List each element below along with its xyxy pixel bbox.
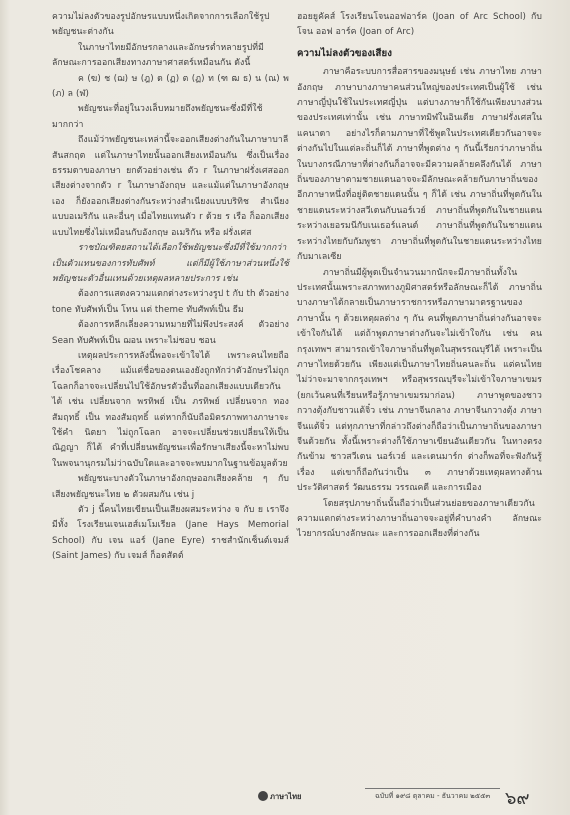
- left-column: [52, 10, 289, 565]
- paragraph: ต้องการหลีกเลี่ยงความหมายที่ไม่พึงประสงค์ ตัวอย่าง Sean ทับศัพท์เป็น ฌอน เพราะไม่ชอบ ชอน: [52, 320, 289, 346]
- globe-icon: [258, 791, 268, 801]
- right-column: [297, 10, 542, 543]
- paragraph: ในภาษาไทยมีอักษรกลางและอักษรต่ำหลายรูปที่มีลักษณะการออกเสียงทางภาษาศาสตร์เหมือนกัน ดังนี้: [52, 42, 264, 69]
- paragraph: โดยสรุปภาษาถิ่นนั้นถือว่าเป็นส่วนย่อยของภาษาเดียวกัน ความแตกต่างระหว่างภาษาถิ่นอาจจะอยู่ที่คำบางคำ ลักษณะไวยากรณ์บางลักษณะ และการออกเสียงที่ต่างกัน: [297, 498, 542, 540]
- paragraph: พยัญชนะที่อยู่ในวงเล็บหมายถึงพยัญชนะซึ่งมีที่ใช้มากกว่า: [52, 104, 263, 130]
- paragraph: ราชบัณฑิตยสถานได้เลือกใช้พยัญชนะซึ่งมีที่ใช้มากกว่าเป็นตัวแทนของการทับศัพท์ แต่ก็มีผู้ใช้ภาษาส่วนหนึ่งใช้พยัญชนะตัวอื่นแทนด้วยเหตุผลหลายประการ เช่น: [52, 243, 289, 284]
- paragraph: ภาษาคือระบบการสื่อสารของมนุษย์ เช่น ภาษาไทย ภาษาอังกฤษ ภาษาบางภาษาคนส่วนใหญ่ของประเทศเป็นผู้ใช้ เช่น ภาษาญี่ปุ่นใช้ในประเทศญี่ปุ่น แต่บางภาษาก็ใช้กันเพียงบางส่วนของประเทศเท่านั้น เช่น ภาษาทมิฬในอินเดีย ภาษาฝรั่งเศสในแคนาดา อย่างไรก็ตามภาษาที่ใช้พูดในประเทศเดียวกันอาจจะต่างกันไปในแต่ละถิ่นก็ได้ ภาษาที่พูดต่าง ๆ กันนี้เรียกว่าภาษาถิ่นในบางกรณีภาษาที่ต่างกันก็อาจจะมีความคล้ายคลึงกันได้ ภาษาถิ่นของภาษาตามชายแดนอาจจะมีลักษณะคล้ายกับภาษาถิ่นของอีกภาษาหนึ่งที่อยู่ติดชายแดนนั้น ๆ ก็ได้ เช่น ภาษาถิ่นที่พูดกันในชายแดนระหว่างสวีเดนกับนอร์เวย์ ภาษาถิ่นที่พูดกันในชายแดนระหว่างเยอรมนีกับเนเธอร์แลนด์ ภาษาถิ่นที่พูดกันในชายแดนระหว่างไทยกับกัมพูชา ภาษาถิ่นที่พูดกันในชายแดนระหว่างไทยกับมาเลเซีย: [297, 67, 542, 263]
- footer-divider: [365, 788, 500, 789]
- paragraph: พยัญชนะบางตัวในภาษาอังกฤษออกเสียงคล้าย ๆ กับเสียงพยัญชนะไทย ๒ ตัวผสมกัน เช่น j: [52, 474, 289, 500]
- page-footer: [0, 779, 570, 815]
- paragraph: ตัว j นี้คนไทยเขียนเป็นเสียงผสมระหว่าง จ กับ ย เราจึงมีทั้ง โรงเรียนเจนเฮส์เมโมเรียล (Jane Hays Memorial School) กับ เจน แอร์ (Jane Eyre) ราชสำนักเซ็นต์เจมส์ (Saint James) กับ เจมส์ ก็อตสัตต์: [52, 505, 289, 562]
- paragraph: ภาษาถิ่นมีผู้พูดเป็นจำนวนมากนักจะมีภาษาถิ่นทั้งในประเทศนั้นเพราะสภาพทางภูมิศาสตร์หรือลักษณะก็ได้ ภาษาถิ่นบางภาษาได้กลายเป็นภาษาราชการหรือภาษามาตรฐานของภาษานั้น ๆ ด้วยเหตุผลต่าง ๆ กัน คนที่พูดภาษาถิ่นต่างกันอาจจะเข้าใจกันได้ แต่ถ้าพูดภาษาต่างกันจะไม่เข้าใจกัน เช่น คนกรุงเทพฯ สามารถเข้าใจภาษาถิ่นที่พูดในสุพรรณบุรีได้ เพราะเป็นภาษาไทยด้วยกัน เพียงแต่เป็นภาษาไทยถิ่นคนละถิ่น แต่คนไทยไม่ว่าจะมาจากกรุงเทพฯ หรือสุพรรณบุรีจะไม่เข้าใจภาษาเขมร (ยกเว้นคนที่เรียนหรือรู้ภาษาเขมรมาก่อน) ภาษาพูดของชาวกวางตุ้งกับชาวแต้จิ๋ว เช่น ภาษาจีนกลาง ภาษาจีนกวางตุ้ง ภาษาจีนแต้จิ๋ว แต่ทุกภาษาที่กล่าวถึงต่างก็ถือว่าเป็นภาษาถิ่นของภาษาจีนด้วยกัน ทั้งนี้เพราะต่างก็ใช้ภาษาเขียนอันเดียวกัน ในทางตรงกันข้าม ชาวสวีเดน นอร์เวย์ และเดนมาร์ก ต่างก็พอที่จะฟังกันรู้เรื่อง แต่เขาก็ถือกันว่าเป็น ๓ ภาษาด้วยเหตุผลทางด้านประวัติศาสตร์ วัฒนธรรม วรรณคดี และการเมือง: [297, 267, 542, 494]
- paragraph: ค (ฆ) ช (ฌ) ษ (ฎ) ด (ฏ) ต (ฏ) ท (ฑ ฒ ธ) น (ณ) พ (ภ) ล (ฬ): [52, 73, 289, 100]
- right-column-body: [297, 65, 542, 543]
- paragraph: ต้องการแสดงความแตกต่างระหว่างรูป t กับ th ตัวอย่าง tone ทับศัพท์เป็น โทน แต่ theme ทับศัพท์เป็น ธีม: [52, 289, 289, 315]
- publisher-logo: [258, 791, 301, 803]
- right-column-intro: ฮอยยูคัคส์ โรงเรียนโจนออฟอาร์ค (Joan of Arc School) กับ โจน ออฟ อาร์ค (Joan of Arc): [297, 12, 542, 38]
- page-number: ๖๙: [505, 788, 530, 809]
- publisher-logo-text: ภาษาไทย: [270, 792, 302, 801]
- section-heading: ความไม่ลงตัวของเสียง: [297, 47, 392, 59]
- paragraph: ความไม่ลงตัวของรูปอักษรแบบหนึ่งเกิดจากการเลือกใช้รูปพยัญชนะต่างกัน: [52, 12, 270, 38]
- paragraph: ถึงแม้ว่าพยัญชนะเหล่านี้จะออกเสียงต่างกันในภาษาบาลีสันสกฤต แต่ในภาษาไทยนั้นออกเสียงเหมือนกัน ซึ่งเป็นเรื่องธรรมดาของภาษา ยกตัวอย่างเช่น ตัว r ในภาษาฝรั่งเศสออกเสียงต่างจากตัว r ในภาษาอังกฤษ และแม้แต่ในภาษาอังกฤษเอง ก็ยังออกเสียงต่างกันระหว่างสำเนียงแบบบริทิช สำเนียงแบบอเมริกัน และอื่นๆ เมื่อไทยแทนตัว r ด้วย ร เรือ ก็ออกเสียงแบบไทยซึ่งไม่เหมือนกับอังกฤษ อเมริกัน หรือ ฝรั่งเศส: [52, 135, 289, 238]
- issue-info: ฉบับที่ ๑๙๘ ตุลาคม - ธันวาคม ๒๕๕๓: [375, 792, 491, 800]
- paragraph: เหตุผลประการหลังนี้พอจะเข้าใจได้ เพราะคนไทยถือเรื่องโชคลาง แม้แต่ชื่อของตนเองยังถูกทักว่าตัวอักษรไม่ถูกโฉลกก็อาจจะเปลี่ยนไปใช้อักษรตัวอื่นที่ออกเสียงแบบเดียวกันได้ เช่น เปลี่ยนจาก พรทิพย์ เป็น ภรทิพย์ เปลี่ยนจาก ทองสัมฤทธิ์ เป็น ทองสัมฤทธิ์ แต่หากก็นับถือมิตรภาพทางภาษาจะใช้คำ นิตยา ไม่ถูกโฉลก อาจจะเปลี่ยนช่วยเปลี่ยนให้เป็น ณิฏญา ก็ได้ คำที่เปลี่ยนพยัญชนะเพื่อรักษาเสียงนี้จะหาไม่พบในพจนานุกรมไม่ว่าฉบับใดและอาจจะพบมากในฐานข้อมูลด้วย: [52, 350, 289, 469]
